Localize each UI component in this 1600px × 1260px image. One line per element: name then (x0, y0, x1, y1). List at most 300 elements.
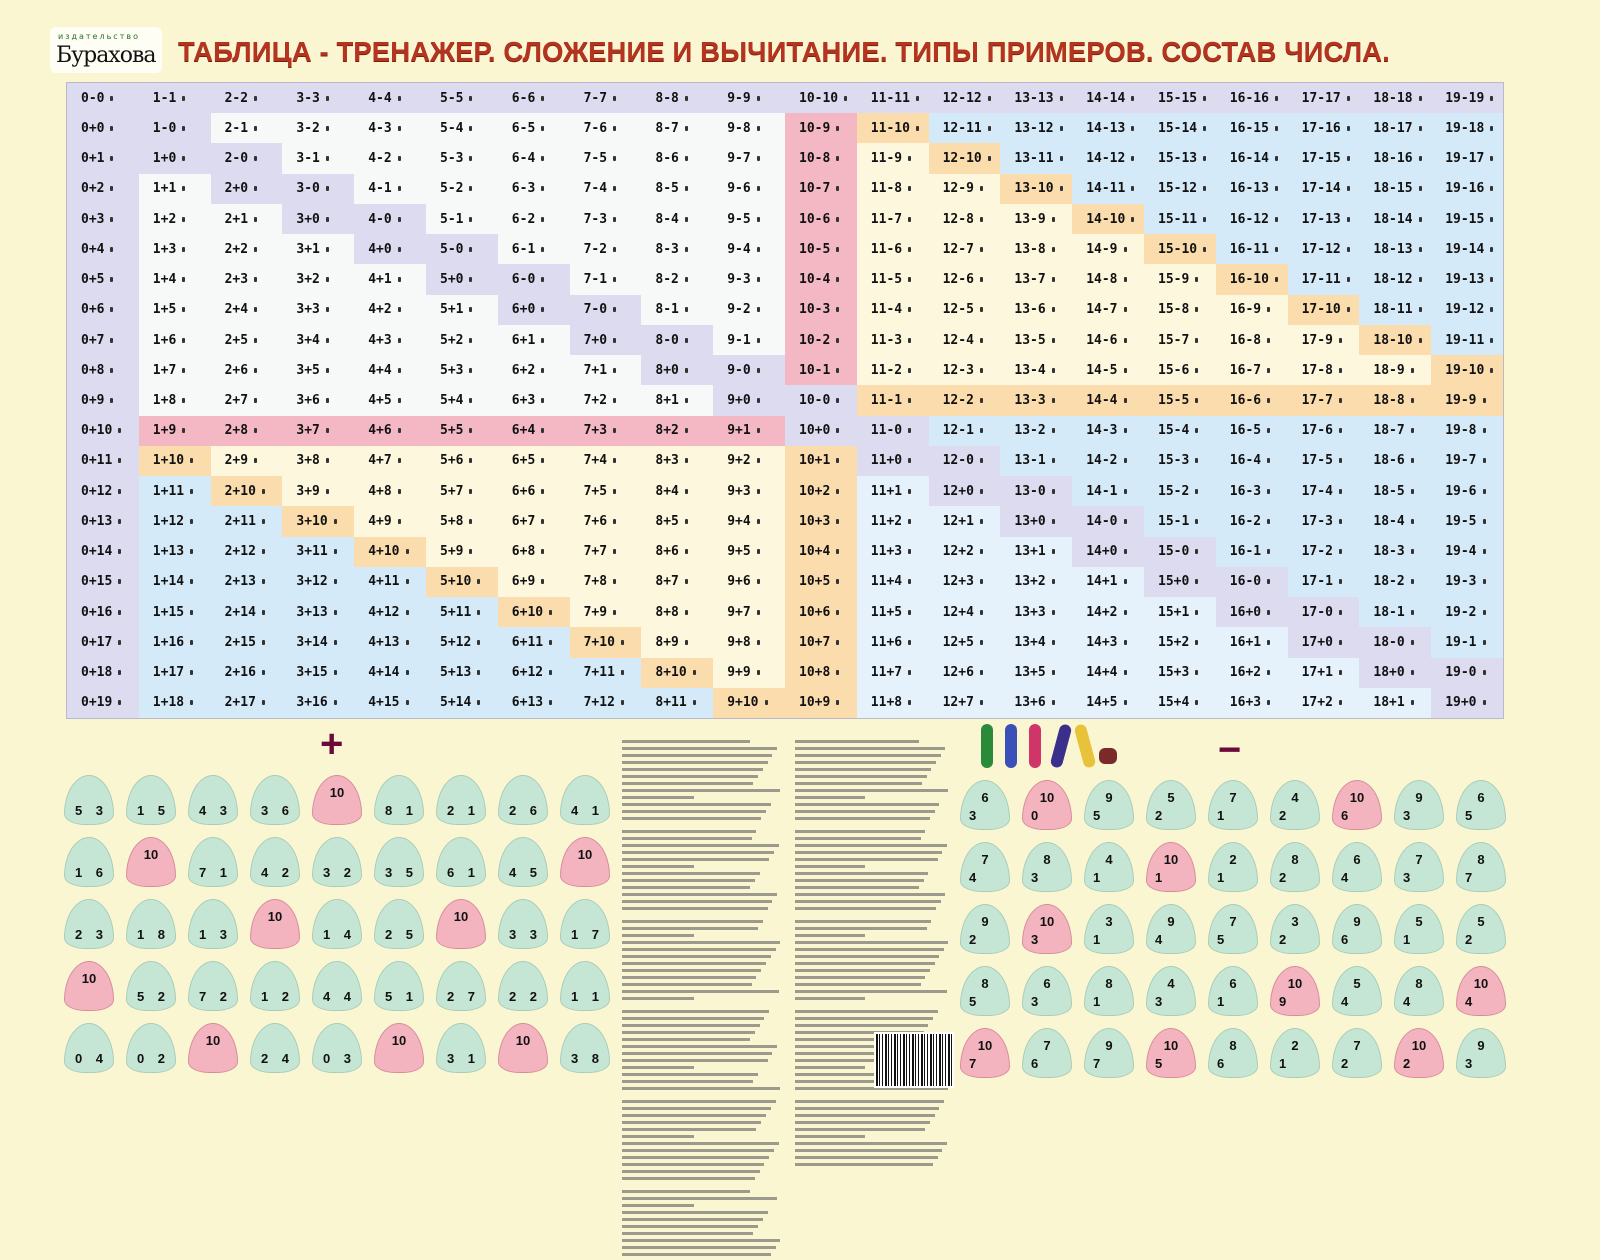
table-cell: 15-7 (1144, 325, 1216, 355)
cone-whole: 6 (1353, 852, 1361, 867)
table-cell: 7+8 (570, 567, 642, 597)
table-cell: 8-0 (641, 325, 713, 355)
cone-part: 7 (969, 1056, 977, 1071)
table-cell: 2+2 (211, 234, 283, 264)
number-bond-cone (1332, 966, 1382, 1016)
table-cell: 8+0 (641, 355, 713, 385)
table-cell: 7-4 (570, 174, 642, 204)
number-bond-cone (312, 961, 362, 1011)
number-bond-cone (1022, 842, 1072, 892)
cone-part-right: 2 (157, 989, 165, 1004)
text-line (622, 907, 768, 910)
plus-sign: + (320, 722, 344, 766)
table-cell: 3+4 (282, 325, 354, 355)
table-cell: 9+0 (713, 385, 785, 415)
table-cell: 1+0 (139, 143, 211, 173)
table-cell: 18-14 (1359, 204, 1431, 234)
table-cell: 14-7 (1072, 295, 1144, 325)
cone-whole: 7 (1229, 914, 1237, 929)
table-cell: 8+9 (641, 627, 713, 657)
cone-part-left: 1 (323, 927, 331, 942)
table-cell: 13-4 (1000, 355, 1072, 385)
text-line (622, 775, 758, 778)
cone-part-left: 4 (323, 989, 331, 1004)
number-bond-cone (1270, 842, 1320, 892)
number-bond-cone (1208, 780, 1258, 830)
table-cell: 15-5 (1144, 385, 1216, 415)
table-cell: 17-14 (1288, 174, 1360, 204)
cone-part-right: 2 (157, 1051, 165, 1066)
cone-part-left: 0 (75, 1051, 83, 1066)
table-cell: 8+2 (641, 416, 713, 446)
table-cell: 3-2 (282, 113, 354, 143)
cone-whole: 10 (977, 1038, 993, 1053)
text-line (795, 768, 931, 771)
number-bond-cone (126, 775, 176, 825)
number-bond-cone (1394, 904, 1444, 954)
cone-whole: 9 (1415, 790, 1423, 805)
cone-whole: 10 (515, 1033, 531, 1048)
cone-part: 5 (1093, 808, 1101, 823)
number-bond-cone (1146, 1028, 1196, 1078)
table-cell: 19-0 (1431, 658, 1503, 688)
table-cell: 2-1 (211, 113, 283, 143)
table-cell: 15+2 (1144, 627, 1216, 657)
table-cell: 12+4 (929, 597, 1001, 627)
text-line (795, 969, 930, 972)
text-line (622, 1232, 753, 1235)
cone-part-left: 1 (571, 989, 579, 1004)
number-bond-cone (1394, 1028, 1444, 1078)
table-cell: 15+3 (1144, 658, 1216, 688)
cone-whole: 7 (1229, 790, 1237, 805)
table-cell: 10+3 (785, 506, 857, 536)
table-cell: 1+12 (139, 506, 211, 536)
table-cell: 6+9 (498, 567, 570, 597)
table-cell: 0+4 (67, 234, 139, 264)
text-line (622, 830, 756, 833)
number-bond-cone (1270, 966, 1320, 1016)
table-cell: 17-9 (1288, 325, 1360, 355)
cone-part: 5 (1155, 1056, 1163, 1071)
table-cell: 14-4 (1072, 385, 1144, 415)
table-cell: 14+3 (1072, 627, 1144, 657)
table-cell: 15-9 (1144, 264, 1216, 294)
cone-part-right: 2 (219, 989, 227, 1004)
table-cell: 10-2 (785, 325, 857, 355)
table-cell: 18-3 (1359, 537, 1431, 567)
table-cell: 11+1 (857, 476, 929, 506)
cone-part: 4 (1341, 994, 1349, 1009)
cone-part-left: 1 (137, 927, 145, 942)
table-cell: 4-3 (354, 113, 426, 143)
table-cell: 13+4 (1000, 627, 1072, 657)
cone-part: 1 (1093, 870, 1101, 885)
table-cell: 10+0 (785, 416, 857, 446)
table-cell: 19-9 (1431, 385, 1503, 415)
table-cell: 6-5 (498, 113, 570, 143)
cone-whole: 3 (1291, 914, 1299, 929)
table-cell: 3+9 (282, 476, 354, 506)
table-cell: 5+11 (426, 597, 498, 627)
stick-figures-illustration (975, 722, 1120, 772)
table-cell: 17+1 (1288, 658, 1360, 688)
table-cell: 2+6 (211, 355, 283, 385)
table-cell: 11-8 (857, 174, 929, 204)
table-cell: 15-12 (1144, 174, 1216, 204)
table-cell: 17-8 (1288, 355, 1360, 385)
table-cell: 0+16 (67, 597, 139, 627)
table-cell: 2+12 (211, 537, 283, 567)
table-cell: 18-2 (1359, 567, 1431, 597)
number-bond-cone (436, 961, 486, 1011)
table-cell: 2+10 (211, 476, 283, 506)
cone-whole: 8 (1043, 852, 1051, 867)
table-cell: 4-0 (354, 204, 426, 234)
text-line (622, 934, 694, 937)
cone-whole: 8 (1415, 976, 1423, 991)
number-bond-cone (1084, 1028, 1134, 1078)
text-line (795, 997, 865, 1000)
cone-whole: 10 (143, 847, 159, 862)
text-line (795, 907, 936, 910)
cone-part-right: 6 (95, 865, 103, 880)
table-cell: 16-9 (1216, 295, 1288, 325)
cone-part-left: 1 (261, 989, 269, 1004)
table-cell: 16-10 (1216, 264, 1288, 294)
number-bond-cone (250, 1023, 300, 1073)
cone-part: 6 (1217, 1056, 1225, 1071)
table-cell: 14-13 (1072, 113, 1144, 143)
cone-whole: 6 (1043, 976, 1051, 991)
table-cell: 3+16 (282, 688, 354, 718)
cone-part: 2 (1279, 932, 1287, 947)
table-cell: 14-12 (1072, 143, 1144, 173)
number-bond-cone (498, 899, 548, 949)
text-line (795, 740, 919, 743)
table-cell: 9-7 (713, 143, 785, 173)
cone-part: 2 (1279, 808, 1287, 823)
cone-whole: 10 (205, 1033, 221, 1048)
cone-part: 7 (1093, 1056, 1101, 1071)
table-cell: 8-2 (641, 264, 713, 294)
cone-part: 2 (1279, 870, 1287, 885)
table-cell: 11-5 (857, 264, 929, 294)
cone-part-right: 6 (529, 803, 537, 818)
text-line (622, 900, 772, 903)
text-line (795, 1149, 942, 1152)
table-cell: 6+6 (498, 476, 570, 506)
table-cell: 1+11 (139, 476, 211, 506)
table-cell: 6+4 (498, 416, 570, 446)
number-bond-cone (64, 837, 114, 887)
cone-part: 3 (1403, 808, 1411, 823)
cone-part: 3 (1155, 994, 1163, 1009)
cone-part-right: 1 (219, 865, 227, 880)
number-bond-cone (1394, 780, 1444, 830)
text-line (622, 1073, 758, 1076)
cone-part-right: 4 (95, 1051, 103, 1066)
table-cell: 12-5 (929, 295, 1001, 325)
table-cell: 18+0 (1359, 658, 1431, 688)
text-line (795, 893, 945, 896)
table-cell: 5+1 (426, 295, 498, 325)
cone-part-right: 3 (529, 927, 537, 942)
table-cell: 15-14 (1144, 113, 1216, 143)
table-cell: 18-9 (1359, 355, 1431, 385)
text-line (795, 754, 941, 757)
table-cell: 9-2 (713, 295, 785, 325)
cone-part: 5 (969, 994, 977, 1009)
table-header-cell: 13-13 (1000, 83, 1072, 113)
text-line (622, 1059, 768, 1062)
table-cell: 19-4 (1431, 537, 1503, 567)
cone-part-right: 7 (591, 927, 599, 942)
text-line (795, 837, 921, 840)
table-cell: 11-0 (857, 416, 929, 446)
table-cell: 15-3 (1144, 446, 1216, 476)
cone-part-left: 4 (199, 803, 207, 818)
cone-whole: 10 (391, 1033, 407, 1048)
text-line (622, 1204, 694, 1207)
text-line (795, 934, 865, 937)
table-cell: 8+3 (641, 446, 713, 476)
cone-whole: 7 (981, 852, 989, 867)
table-cell: 8-3 (641, 234, 713, 264)
table-cell: 3+13 (282, 597, 354, 627)
table-cell: 5+0 (426, 264, 498, 294)
table-cell: 3+7 (282, 416, 354, 446)
table-cell: 15+0 (1144, 567, 1216, 597)
table-cell: 5-1 (426, 204, 498, 234)
cone-whole: 7 (1043, 1038, 1051, 1053)
table-header-cell: 14-14 (1072, 83, 1144, 113)
table-header-cell: 2-2 (211, 83, 283, 113)
table-cell: 8-5 (641, 174, 713, 204)
logo-tagline: издательство (58, 32, 140, 41)
table-cell: 17-1 (1288, 567, 1360, 597)
text-line (795, 789, 948, 792)
table-cell: 10+6 (785, 597, 857, 627)
table-cell: 14-8 (1072, 264, 1144, 294)
number-bond-cone (1332, 842, 1382, 892)
table-cell: 2+11 (211, 506, 283, 536)
number-bond-cone (1146, 780, 1196, 830)
table-cell: 6+7 (498, 506, 570, 536)
table-cell: 17-11 (1288, 264, 1360, 294)
text-line (622, 1100, 776, 1103)
number-bond-cone (64, 961, 114, 1011)
number-bond-cone (960, 1028, 1010, 1078)
text-line (622, 948, 776, 951)
cone-part-left: 1 (137, 803, 145, 818)
table-cell: 10-3 (785, 295, 857, 325)
number-bond-cone (560, 899, 610, 949)
table-cell: 0+7 (67, 325, 139, 355)
table-cell: 16-3 (1216, 476, 1288, 506)
number-bond-cone (960, 904, 1010, 954)
table-cell: 14+4 (1072, 658, 1144, 688)
table-header-cell: 11-11 (857, 83, 929, 113)
text-line (622, 990, 779, 993)
cone-whole: 8 (1477, 852, 1485, 867)
table-cell: 7-2 (570, 234, 642, 264)
table-cell: 10-4 (785, 264, 857, 294)
text-line (622, 740, 750, 743)
number-bond-cone (1456, 780, 1506, 830)
table-cell: 1+7 (139, 355, 211, 385)
cone-part-left: 3 (323, 865, 331, 880)
table-cell: 14+2 (1072, 597, 1144, 627)
text-line (622, 879, 755, 882)
number-bond-cone (1146, 842, 1196, 892)
table-cell: 19-2 (1431, 597, 1503, 627)
table-cell: 12-0 (929, 446, 1001, 476)
number-bond-cone (1456, 842, 1506, 892)
cone-whole: 5 (1353, 976, 1361, 991)
table-cell: 2+17 (211, 688, 283, 718)
table-cell: 15-13 (1144, 143, 1216, 173)
table-cell: 17-0 (1288, 597, 1360, 627)
table-cell: 10+1 (785, 446, 857, 476)
table-cell: 14-0 (1072, 506, 1144, 536)
text-line (795, 865, 865, 868)
table-cell: 19-11 (1431, 325, 1503, 355)
table-cell: 13-11 (1000, 143, 1072, 173)
text-line (622, 1024, 760, 1027)
table-cell: 12-9 (929, 174, 1001, 204)
text-line (622, 865, 694, 868)
table-cell: 6-2 (498, 204, 570, 234)
text-line (795, 1066, 865, 1069)
cone-whole: 5 (1415, 914, 1423, 929)
number-bond-cone (1022, 966, 1072, 1016)
table-cell: 16-0 (1216, 567, 1288, 597)
cone-part: 9 (1279, 994, 1287, 1009)
cone-part: 1 (1155, 870, 1163, 885)
table-header-cell: 1-1 (139, 83, 211, 113)
table-header-cell: 8-8 (641, 83, 713, 113)
cone-whole: 10 (1287, 976, 1303, 991)
text-line (795, 761, 936, 764)
table-cell: 8+8 (641, 597, 713, 627)
table-cell: 5+6 (426, 446, 498, 476)
table-cell: 3+11 (282, 537, 354, 567)
table-cell: 10+7 (785, 627, 857, 657)
table-cell: 2+8 (211, 416, 283, 446)
cone-whole: 6 (981, 790, 989, 805)
table-cell: 15-11 (1144, 204, 1216, 234)
table-cell: 11+2 (857, 506, 929, 536)
table-cell: 11+5 (857, 597, 929, 627)
table-cell: 2+3 (211, 264, 283, 294)
cone-part-left: 0 (137, 1051, 145, 1066)
table-cell: 13-1 (1000, 446, 1072, 476)
table-cell: 0+17 (67, 627, 139, 657)
cone-part-right: 4 (281, 1051, 289, 1066)
table-cell: 19-5 (1431, 506, 1503, 536)
text-line (622, 1107, 771, 1110)
table-cell: 13-12 (1000, 113, 1072, 143)
text-line (795, 803, 939, 806)
table-cell: 12-10 (929, 143, 1001, 173)
text-line (795, 886, 919, 889)
table-cell: 11+7 (857, 658, 929, 688)
cone-part: 4 (1341, 870, 1349, 885)
table-cell: 14-2 (1072, 446, 1144, 476)
table-cell: 19+0 (1431, 688, 1503, 718)
table-cell: 9+3 (713, 476, 785, 506)
number-bond-cone (560, 775, 610, 825)
cone-part: 3 (1031, 994, 1039, 1009)
addition-subtraction-table (66, 82, 1504, 719)
table-cell: 3+2 (282, 264, 354, 294)
text-line (622, 962, 766, 965)
table-cell: 7+0 (570, 325, 642, 355)
text-line (795, 830, 925, 833)
table-cell: 7+4 (570, 446, 642, 476)
table-cell: 11-7 (857, 204, 929, 234)
table-cell: 3-1 (282, 143, 354, 173)
number-bond-cone (1270, 780, 1320, 830)
cone-whole: 10 (1349, 790, 1365, 805)
number-bond-cone (1456, 1028, 1506, 1078)
table-cell: 4-2 (354, 143, 426, 173)
cone-part-right: 4 (343, 989, 351, 1004)
text-line (622, 1031, 755, 1034)
cone-part-right: 5 (405, 927, 413, 942)
text-line (622, 761, 768, 764)
cone-part-left: 2 (385, 927, 393, 942)
cone-part-right: 2 (281, 989, 289, 1004)
table-cell: 12+5 (929, 627, 1001, 657)
table-cell: 16+0 (1216, 597, 1288, 627)
table-cell: 8-1 (641, 295, 713, 325)
table-header-cell: 18-18 (1359, 83, 1431, 113)
text-line (795, 927, 927, 930)
barcode (874, 1032, 954, 1088)
number-bond-cone (374, 775, 424, 825)
cone-whole: 4 (1291, 790, 1299, 805)
table-cell: 12-7 (929, 234, 1001, 264)
cone-part: 6 (1031, 1056, 1039, 1071)
table-cell: 13+5 (1000, 658, 1072, 688)
table-cell: 13+0 (1000, 506, 1072, 536)
table-cell: 1+10 (139, 446, 211, 476)
table-cell: 18-13 (1359, 234, 1431, 264)
number-bond-cone (436, 837, 486, 887)
text-line (622, 1142, 779, 1145)
table-cell: 11-1 (857, 385, 929, 415)
cone-part-left: 2 (75, 927, 83, 942)
number-bond-cone (188, 1023, 238, 1073)
table-cell: 3+0 (282, 204, 354, 234)
table-cell: 1+6 (139, 325, 211, 355)
table-cell: 7+11 (570, 658, 642, 688)
text-line (622, 1038, 750, 1041)
cone-part: 6 (1341, 808, 1349, 823)
text-line (795, 1135, 865, 1138)
cone-part-left: 4 (571, 803, 579, 818)
table-cell: 13-7 (1000, 264, 1072, 294)
table-cell: 10-7 (785, 174, 857, 204)
cone-part-left: 7 (199, 865, 207, 880)
table-cell: 17-10 (1288, 295, 1360, 325)
number-bond-cone (960, 966, 1010, 1016)
cone-part-right: 7 (467, 989, 475, 1004)
number-bond-cone (312, 837, 362, 887)
number-bond-cone (188, 961, 238, 1011)
